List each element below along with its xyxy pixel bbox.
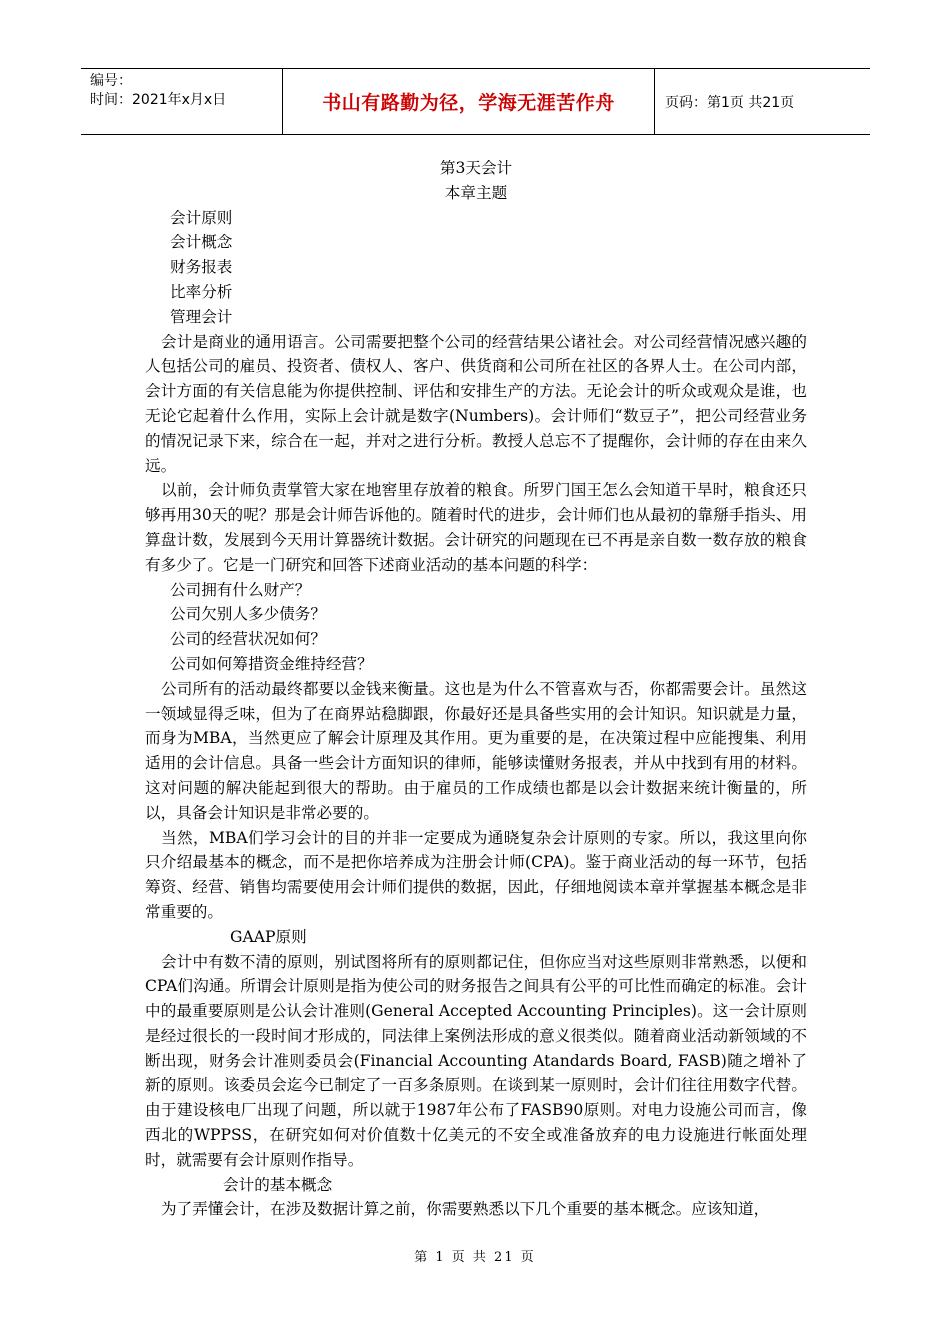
topic-item: 会计概念 xyxy=(170,233,233,252)
page-footer: 第 1 页 共 21 页 xyxy=(414,1250,536,1265)
paragraph-money: 公司所有的活动最终都要以金钱来衡量。这也是为什么不管喜欢与否，你都需要会计。虽然这一领域显得乏味，但为了在商界站稳脚跟，你最好还是具备些实用的会计知识。知识就是力量，而身为MBA，当然更应了解会计原理及其作用。更为重要的是，在决策过程中应能搜集、利用适用的会计信息。具备一些会计方面知识的律师，能够读懂财务报表，并从中找到有用的材料。这对问题的解决能起到很大的帮助。由于雇员的工作成绩也都是以会计数据来统计衡量的，所以，具备会计知识是非常必要的。 xyxy=(145,679,807,822)
topic-item: 比率分析 xyxy=(170,282,233,301)
question-item: 公司欠别人多少债务？ xyxy=(170,605,326,624)
question-item: 公司拥有什么财产？ xyxy=(170,580,311,599)
paragraph-intro: 会计是商业的通用语言。公司需要把整个公司的经营结果公诸社会。对公司经营情况感兴趣的人包括公司的雇员、投资者、债权人、客户、供货商和公司所在社区的各界人士。在公司内部，会计方面的有关信息能为你提供控制、评估和安排生产的方法。无论会计的听众或观众是谁，也无论它起着什么作用，实际上会计就是数字(Numbers)。会计师们“数豆子”，把公司经营业务的情况记录下来，综合在一起，并对之进行分析。教授人总忘不了提醒你，会计师的存在由来久远。 xyxy=(145,332,807,475)
doc-title: 第3天会计 xyxy=(439,159,513,177)
page-header xyxy=(81,68,870,135)
question-item: 公司的经营状况如何？ xyxy=(170,630,326,649)
doc-subtitle: 本章主题 xyxy=(444,183,508,202)
paragraph-gaap: 会计中有数不清的原则，别试图将所有的原则都记住，但你应当对这些原则非常熟悉，以便和CPA们沟通。所谓会计原则是指为使公司的财务报告之间具有公平的可比性而确定的标准。会计中的最重要原则是公认会计准则(General Accepted Accounting Principles)。这一会计原则是经过很长的一段时间才形成的，同法律上案例法形成的意义很类似。随着商业活动新领域的不断出现，财务会计准则委员会(Financial Accounting Atandards Board, FASB)随之增补了新的原则。该委员会迄今已制定了一百多条原则。在谈到某一原则时，会计们往往用数字代替。由于建设核电厂出现了问题，所以就于1987年公布了FASB90原则。对电力设施公司而言，像西北的WPPSS，在研究如何对价值数十亿美元的不安全或准备放弃的电力设施进行帐面处理时，就需要有会计原则作指导。 xyxy=(145,952,807,1169)
paragraph-mba: 当然，MBA们学习会计的目的并非一定要成为通晓复杂会计原则的专家。所以，我这里向你只介绍最基本的概念，而不是把你培养成为注册会计师(CPA)。鉴于商业活动的每一环节，包括筹资、经营、销售均需要使用会计师们提供的数据，因此，仔细地阅读本章并掌握基本概念是非常重要的。 xyxy=(145,828,807,921)
date-label: 时间：2021年x月x日 xyxy=(90,92,227,108)
topic-item: 财务报表 xyxy=(170,258,233,277)
document-body xyxy=(145,156,807,1222)
topic-item: 管理会计 xyxy=(170,307,233,326)
number-label: 编号： xyxy=(90,73,132,89)
question-item: 公司如何筹措资金维持经营？ xyxy=(170,654,373,673)
header-info-cell xyxy=(81,69,283,134)
paragraph-history: 以前，会计师负责掌管大家在地窖里存放着的粮食。所罗门国王怎么会知道干旱时，粮食还只够再用30天的呢？那是会计师告诉他的。随着时代的进步，会计师们也从最初的靠掰手指头、用算盘计数，发展到今天用计算器统计数据。会计研究的问题现在已不再是亲自数一数存放的粮食有多少了。它是一门研究和回答下述商业活动的基本问题的科学： xyxy=(145,481,807,574)
section-heading-concepts: 会计的基本概念 xyxy=(223,1175,333,1194)
header-page-label: 页码：第1页 共21页 xyxy=(665,94,795,111)
header-motto: 书山有路勤为径，学海无涯苦作舟 xyxy=(283,69,655,134)
paragraph-concepts: 为了弄懂会计，在涉及数据计算之前，你需要熟悉以下几个重要的基本概念。应该知道， xyxy=(161,1200,770,1219)
section-heading-gaap: GAAP原则 xyxy=(230,927,307,946)
topic-item: 会计原则 xyxy=(170,208,233,227)
